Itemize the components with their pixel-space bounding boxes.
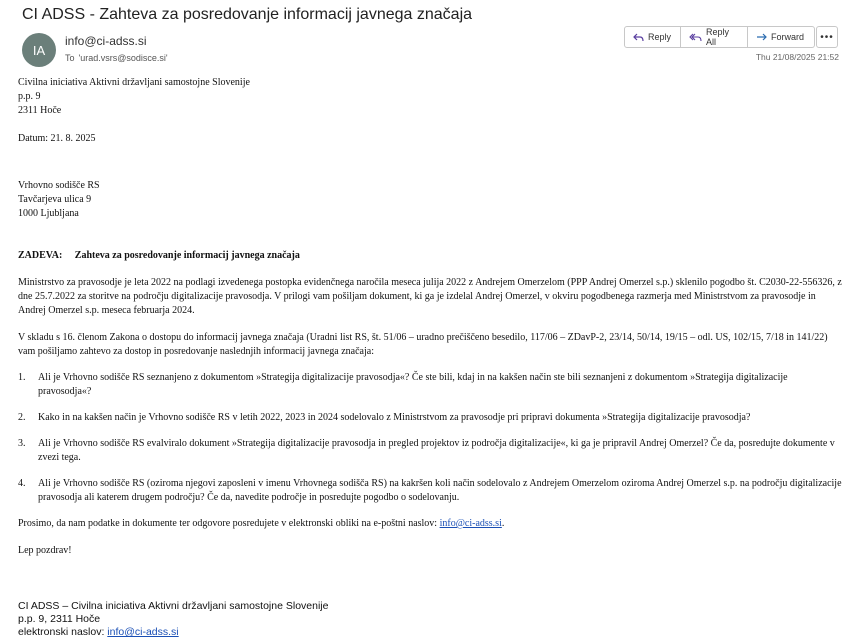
sender-block <box>18 76 843 118</box>
sent-date: Thu 21/08/2025 21:52 <box>755 52 839 62</box>
list-item: 3. Ali je Vrhovno sodišče RS evalviralo dokument »Strategija digitalizacije pravosodja in pregled projektov iz področja digitalizacije«, ki ga je pripravil Andrej Omerzel? Če da, posredujte dokumente v zvezi tega. <box>18 438 835 463</box>
reply-icon <box>633 33 644 42</box>
recipient-line: Vrhovno sodišče RS <box>18 180 100 191</box>
message-actions <box>624 26 815 48</box>
sender-line: p.p. 9 <box>18 91 41 102</box>
to-label: To <box>65 53 75 63</box>
forward-icon <box>756 33 767 42</box>
letter-date: Datum: 21. 8. 2025 <box>18 133 96 144</box>
zadeva-label: ZADEVA: <box>18 250 63 261</box>
closing-paragraph: Prosimo, da nam podatke in dokumente ter odgovore posredujete v elektronski obliki na e-poštni naslov: info@ci-adss.si. <box>18 518 505 529</box>
sender-line: Civilna iniciativa Aktivni državljani samostojne Slovenije <box>18 77 250 88</box>
list-item: 4. Ali je Vrhovno sodišče RS (oziroma njegovi zaposleni v imenu Vrhovnega sodišča RS) na kakršen koli način sodelovalo z Andrejem Omerzelom oziroma Andrej Omerzel s.p. na področju digitalizacije pravosodja ali katerem drugem področju? Če da, navedite področje in posredujte pogodbo o sodelovanju. <box>18 478 842 503</box>
reply-email-link[interactable]: info@ci-adss.si <box>439 518 502 529</box>
zadeva-text: Zahteva za posredovanje informacij javnega značaja <box>74 250 300 261</box>
signature-name: CI ADSS – Civilna iniciativa Aktivni državljani samostojne Slovenije <box>18 600 329 612</box>
list-item: 1. Ali je Vrhovno sodišče RS seznanjeno z dokumentom »Strategija digitalizacije pravosodja«? Če ste bili, kdaj in na kakšen način ste bili seznanjeni z dokumentom »Strategija digitalizacije pravosodja«? <box>18 372 788 397</box>
reply-button[interactable]: Reply <box>624 26 681 48</box>
signature-email-line: elektronski naslov: info@ci-adss.si <box>18 626 179 638</box>
recipient-address[interactable]: 'urad.vsrs@sodisce.si' <box>78 53 168 63</box>
paragraph-intro: Ministrstvo za pravosodje je leta 2022 na podlagi izvedenega postopka evidenčnega naročila meseca julija 2022 z Andrejem Omerzelom (PPP Andrej Omerzel s.p.) sklenilo pogodbo št. C2030-22-556326, z dne 25.7.2022 za storitve na področju digitalizacije pravosodja. V prilogi vam pošiljam dokument, ki ga je izdelal Andrej Omerzel, v okviru pogodbenega razmerja med Ministrstvom za pravosodje in Andrej Omerzel s.p. meseca februarja 2024. <box>18 277 842 316</box>
email-subject: CI ADSS - Zahteva za posredovanje informacij javnega značaja <box>22 6 473 23</box>
forward-button[interactable]: Forward <box>748 26 815 48</box>
letter-subject <box>18 249 843 263</box>
sender-line: 2311 Hoče <box>18 105 62 116</box>
recipient-block <box>18 179 843 221</box>
avatar[interactable]: IA <box>22 33 56 67</box>
paragraph-legal-basis: V skladu s 16. členom Zakona o dostopu do informacij javnega značaja (Uradni list RS, št. 51/06 – uradno prečiščeno besedilo, 117/06 – ZDavP-2, 23/14, 50/14, 19/15 – odl. US, 102/15, 7/18 in 141/22) vam pošiljamo zahtevo za dostop in posredovanje naslednjih informacij javnega značaja: <box>18 332 828 357</box>
greeting: Lep pozdrav! <box>18 545 72 556</box>
sender-address[interactable]: info@ci-adss.si <box>65 34 147 48</box>
signature-email-link[interactable]: info@ci-adss.si <box>107 626 179 638</box>
signature-address: p.p. 9, 2311 Hoče <box>18 613 101 625</box>
recipient-line: 1000 Ljubljana <box>18 208 79 219</box>
recipient-line: Tavčarjeva ulica 9 <box>18 194 92 205</box>
reply-all-icon <box>689 33 702 42</box>
reply-all-button[interactable]: Reply All <box>681 26 748 48</box>
list-item: 2. Kako in na kakšen način je Vrhovno sodišče RS v letih 2022, 2023 in 2024 sodelovalo z Ministrstvom za pravosodje pri pripravi dokumenta »Strategija digitalizacije pravosodja? <box>18 412 751 423</box>
more-actions-button[interactable]: ••• <box>816 26 838 48</box>
recipient-line <box>65 53 168 63</box>
email-body <box>18 76 843 639</box>
signature <box>18 600 843 639</box>
